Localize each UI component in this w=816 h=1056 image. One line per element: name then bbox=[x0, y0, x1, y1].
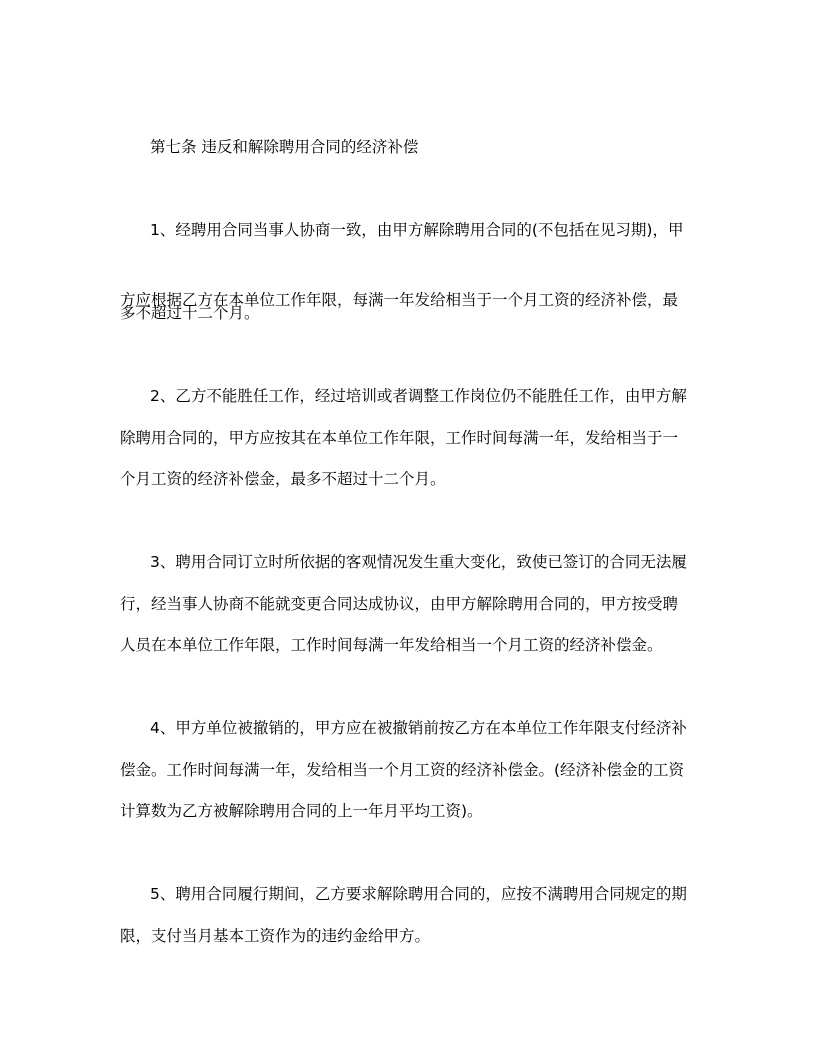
paragraph-5-line-1: 5、聘用合同履行期间，乙方要求解除聘用合同的，应按不满聘用合同规定的期 bbox=[150, 885, 687, 903]
paragraph-3-line-1: 3、聘用合同订立时所依据的客观情况发生重大变化，致使已签订的合同无法履 bbox=[150, 553, 687, 571]
paragraph-2-line-2: 除聘用合同的，甲方应按其在本单位工作年限，工作时间每满一年，发给相当于一 bbox=[120, 429, 679, 447]
paragraph-3-line-2: 行，经当事人协商不能就变更合同达成协议，由甲方解除聘用合同的，甲方按受聘 bbox=[120, 595, 679, 613]
paragraph-1-line-2: 方应根据乙方在本单位工作年限，每满一年发给相当于一个月工资的经济补偿，最 bbox=[120, 291, 679, 309]
paragraph-1-line-1: 1、经聘用合同当事人协商一致，由甲方解除聘用合同的(不包括在见习期)，甲 bbox=[150, 221, 684, 239]
section-title: 第七条 违反和解除聘用合同的经济补偿 bbox=[150, 138, 419, 156]
paragraph-4-line-2: 偿金。工作时间每满一年，发给相当一个月工资的经济补偿金。(经济补偿金的工资 bbox=[120, 761, 685, 779]
paragraph-4-line-1: 4、甲方单位被撤销的，甲方应在被撤销前按乙方在本单位工作年限支付经济补 bbox=[150, 719, 687, 737]
paragraph-4-line-3: 计算数为乙方被解除聘用合同的上一年月平均工资)。 bbox=[120, 802, 483, 820]
paragraph-3-line-3: 人员在本单位工作年限，工作时间每满一年发给相当一个月工资的经济补偿金。 bbox=[120, 636, 663, 654]
paragraph-1-line-3: 多不超过十二个月。 bbox=[120, 304, 260, 322]
paragraph-2-line-3: 个月工资的经济补偿金，最多不超过十二个月。 bbox=[120, 470, 446, 488]
paragraph-5-line-2: 限，支付当月基本工资作为的违约金给甲方。 bbox=[120, 927, 431, 945]
paragraph-2-line-1: 2、乙方不能胜任工作，经过培训或者调整工作岗位仍不能胜任工作，由甲方解 bbox=[150, 387, 687, 405]
